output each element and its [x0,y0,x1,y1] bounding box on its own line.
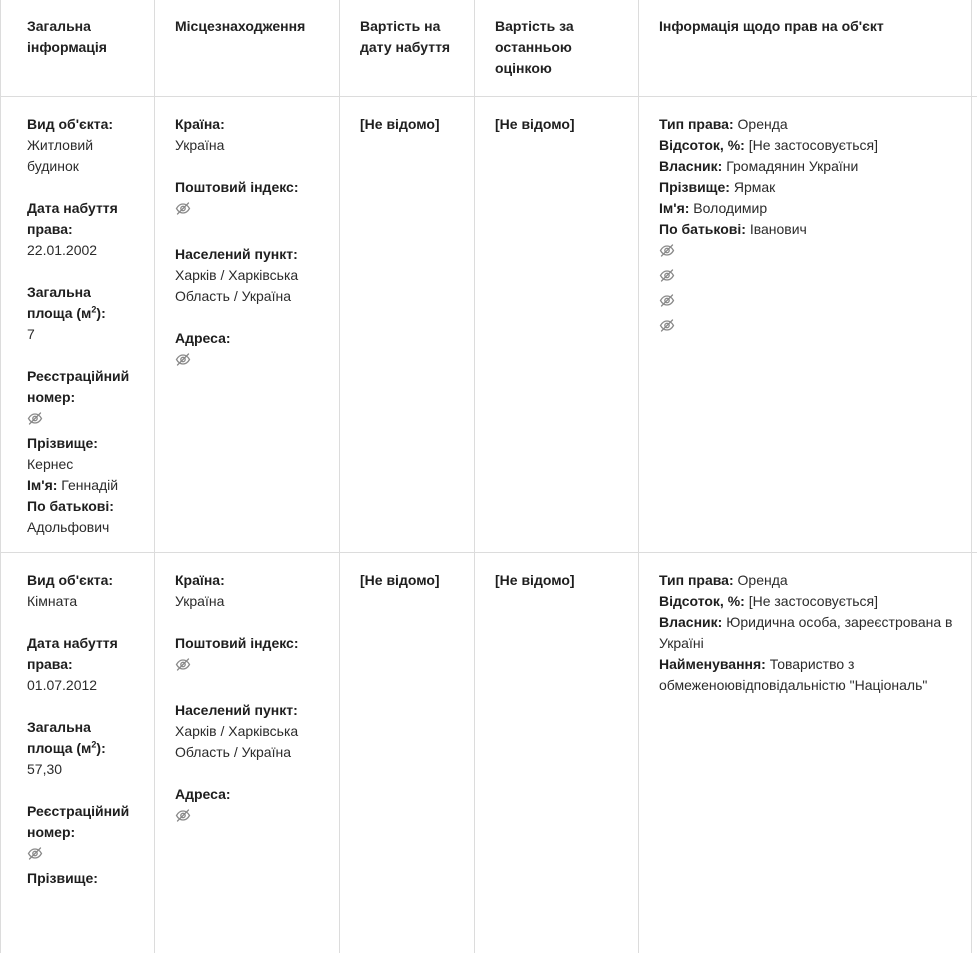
right-type-label: Тип права: [659,572,734,588]
org-name-value: Товариство з обмеженоювідповідальністю "Національ" [659,656,928,693]
reg-no-label: Реєстраційний номер: [27,368,130,405]
eye-off-icon [659,244,677,265]
r-patronymic-label: По батькові: [659,221,746,237]
r-name-value: Володимир [693,200,768,216]
country-value: Україна [175,137,225,153]
table-row [0,553,977,953]
settlement-value: Харків / Харківська Область / Україна [175,723,299,760]
patronymic-value: Адольфович [27,519,110,535]
org-name-label: Найменування: [659,656,766,672]
address-label: Адреса: [175,330,231,346]
r-surname-label: Прізвище: [659,179,730,195]
header-general: Загальна інформація [0,0,155,96]
address-label: Адреса: [175,786,231,802]
acq-date-label: Дата набуття права: [27,635,118,672]
surname-value: Кернес [27,456,74,472]
country-label: Країна: [175,116,225,132]
percent-label: Відсоток, %: [659,593,745,609]
location-cell [155,97,340,552]
acq-date-value: 22.01.2002 [27,242,98,258]
cost-last-cell [475,97,639,552]
header-cost-acquisition: Вартість на дату набуття [340,0,475,96]
eye-off-icon [659,319,677,340]
cost-last-value: [Не відомо] [495,572,575,588]
eye-off-icon [175,353,193,374]
percent-value: [Не застосовується] [748,137,879,153]
header-cost-last: Вартість за останньою оцінкою [475,0,639,96]
obj-type-value: Кімната [27,593,78,609]
eye-off-icon [175,658,193,679]
right-type-label: Тип права: [659,116,734,132]
owner-label: Власник: [659,158,723,174]
percent-label: Відсоток, %: [659,137,745,153]
area-label: Загальна площа $(м^2)$: [27,719,106,756]
eye-off-icon [27,412,45,433]
country-value: Україна [175,593,225,609]
settlement-label: Населений пункт: [175,702,298,718]
r-name-label: Ім'я: [659,200,690,216]
r-surname-value: Ярмак [733,179,776,195]
eye-off-icon [175,202,193,223]
name-label: Ім'я: [27,477,58,493]
cost-acquisition-value: [Не відомо] [360,572,440,588]
postal-label: Поштовий індекс: [175,635,299,651]
settlement-value: Харків / Харківська Область / Україна [175,267,299,304]
percent-value: [Не застосовується] [748,593,879,609]
owner-value: Громадянин України [726,158,859,174]
general-info-cell [0,97,155,552]
cost-last-value: [Не відомо] [495,116,575,132]
country-label: Країна: [175,572,225,588]
cost-acquisition-value: [Не відомо] [360,116,440,132]
patronymic-label: По батькові: [27,498,114,514]
name-value: Геннадій [61,477,119,493]
postal-label: Поштовий індекс: [175,179,299,195]
eye-off-icon [659,269,677,290]
area-value: 57,30 [27,761,63,777]
eye-off-icon [27,847,45,868]
obj-type-label: Вид об'єкта: [27,116,114,132]
cost-last-cell [475,553,639,953]
obj-type-label: Вид об'єкта: [27,572,114,588]
rights-cell [639,97,972,552]
eye-off-icon [175,809,193,830]
surname-label: Прізвище: [27,435,98,451]
right-type-value: Оренда [737,116,788,132]
table-row [0,97,977,553]
cost-acquisition-cell [340,97,475,552]
acq-date-value: 01.07.2012 [27,677,98,693]
acq-date-label: Дата набуття права: [27,200,118,237]
r-patronymic-value: Іванович [749,221,807,237]
area-value: 7 [27,326,35,342]
surname-label: Прізвище: [27,870,98,886]
cost-acquisition-cell [340,553,475,953]
header-rights: Інформація щодо прав на об'єкт [639,0,972,96]
reg-no-label: Реєстраційний номер: [27,803,130,840]
eye-off-icon [659,294,677,315]
table-header [0,0,977,97]
general-info-cell [0,553,155,953]
header-location: Місцезнаходження [155,0,340,96]
location-cell [155,553,340,953]
obj-type-value: Житловий будинок [27,137,94,174]
owner-value: Юридична особа, зареєстрована в Україні [659,614,953,651]
settlement-label: Населений пункт: [175,246,298,262]
rights-cell [639,553,972,953]
owner-label: Власник: [659,614,723,630]
area-label: Загальна площа $(м^2)$: [27,284,106,321]
right-type-value: Оренда [737,572,788,588]
